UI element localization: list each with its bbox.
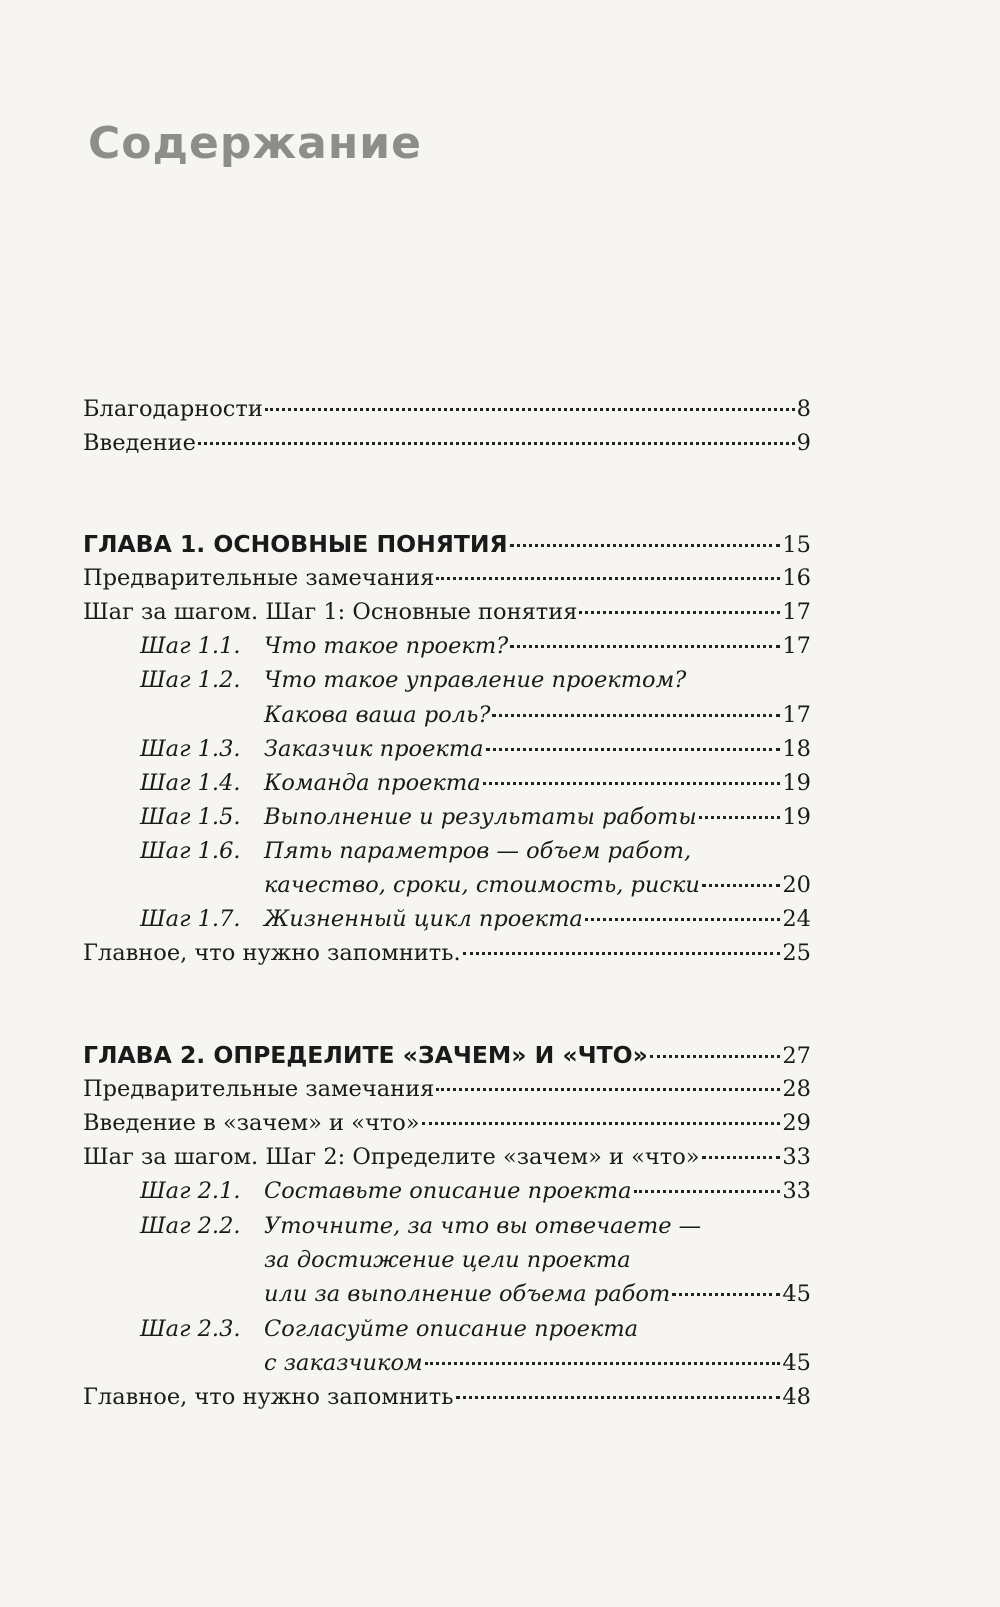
leader-dots (436, 577, 780, 580)
leader-dots (486, 748, 781, 751)
toc-entry-summary[interactable] (83, 940, 811, 966)
toc-step[interactable] (83, 633, 811, 659)
toc-page-number: 29 (782, 1110, 811, 1136)
toc-entry-text: Шаг за шагом. Шаг 2: Определите «зачем» и «что» (83, 1144, 700, 1170)
table-of-contents (83, 0, 811, 1607)
leader-dots (702, 1156, 781, 1159)
toc-chapter-2[interactable] (83, 1041, 811, 1069)
leader-dots (198, 442, 795, 445)
toc-entry-text: Главное, что нужно запомнить. (83, 940, 461, 966)
toc-step-continuation[interactable] (83, 1247, 811, 1273)
chapter-heading: ГЛАВА 1. ОСНОВНЫЕ ПОНЯТИЯ (83, 530, 508, 558)
step-text: Пять параметров — объем работ, (264, 838, 692, 864)
toc-page-number: 33 (782, 1144, 811, 1170)
step-number: Шаг 1.6. (140, 838, 241, 864)
page-title: Содержание (88, 118, 422, 169)
leader-dots (436, 1088, 780, 1091)
toc-page-number: 19 (782, 770, 811, 796)
leader-dots (463, 952, 781, 955)
toc-entry[interactable] (83, 1144, 811, 1170)
toc-chapter-1[interactable] (83, 530, 811, 558)
toc-page-number: 17 (782, 702, 811, 728)
chapter-heading: ГЛАВА 2. ОПРЕДЕЛИТЕ «ЗАЧЕМ» И «ЧТО» (83, 1041, 648, 1069)
toc-page-number: 15 (782, 532, 811, 558)
leader-dots (699, 816, 781, 819)
toc-entry[interactable] (83, 1110, 811, 1136)
step-text: Выполнение и результаты работы (264, 804, 697, 830)
toc-page-number: 8 (796, 396, 811, 422)
toc-entry-acknowledgements[interactable] (83, 396, 811, 422)
step-text: Какова ваша роль? (264, 702, 491, 728)
toc-step[interactable] (83, 1178, 811, 1204)
toc-step[interactable] (83, 1316, 811, 1342)
leader-dots (425, 1362, 781, 1365)
toc-entry-text: Введение (83, 430, 196, 456)
toc-entry-introduction[interactable] (83, 430, 811, 456)
step-text: качество, сроки, стоимость, риски (264, 872, 700, 898)
toc-step-continuation[interactable] (83, 1281, 811, 1307)
step-text: Согласуйте описание проекта (264, 1316, 639, 1342)
toc-page-number: 19 (782, 804, 811, 830)
leader-dots (456, 1396, 781, 1399)
step-number: Шаг 2.3. (140, 1316, 241, 1342)
step-text: Что такое управление проектом? (264, 667, 687, 693)
step-text: Жизненный цикл проекта (264, 906, 583, 932)
toc-step-continuation[interactable] (83, 872, 811, 898)
toc-page-number: 27 (782, 1043, 811, 1069)
leader-dots (650, 1055, 781, 1058)
step-number: Шаг 1.2. (140, 667, 241, 693)
step-text: за достижение цели проекта (264, 1247, 631, 1273)
toc-page-number: 33 (782, 1178, 811, 1204)
toc-step[interactable] (83, 770, 811, 796)
leader-dots (634, 1190, 781, 1193)
toc-entry[interactable] (83, 565, 811, 591)
step-text: Заказчик проекта (264, 736, 484, 762)
leader-dots (579, 611, 780, 614)
toc-entry-text: Предварительные замечания (83, 1076, 435, 1102)
step-text: Команда проекта (264, 770, 481, 796)
step-number: Шаг 2.2. (140, 1213, 241, 1239)
step-number: Шаг 1.1. (140, 633, 241, 659)
leader-dots (422, 1122, 781, 1125)
leader-dots (265, 408, 795, 411)
toc-step[interactable] (83, 1213, 811, 1239)
toc-page-number: 18 (782, 736, 811, 762)
toc-page-number: 17 (782, 599, 811, 625)
toc-step[interactable] (83, 906, 811, 932)
toc-page-number: 25 (782, 940, 811, 966)
leader-dots (483, 782, 781, 785)
toc-page-number: 45 (782, 1350, 811, 1376)
step-text: с заказчиком (264, 1350, 423, 1376)
leader-dots (492, 714, 780, 717)
toc-page-number: 17 (782, 633, 811, 659)
leader-dots (672, 1293, 780, 1296)
toc-step[interactable] (83, 667, 811, 693)
toc-page-number: 20 (782, 872, 811, 898)
step-number: Шаг 1.3. (140, 736, 241, 762)
toc-step-continuation[interactable] (83, 702, 811, 728)
step-text: Что такое проект? (264, 633, 509, 659)
toc-entry-summary[interactable] (83, 1384, 811, 1410)
leader-dots (510, 645, 780, 648)
toc-page-number: 9 (796, 430, 811, 456)
step-number: Шаг 1.4. (140, 770, 241, 796)
toc-page-number: 24 (782, 906, 811, 932)
toc-entry-text: Шаг за шагом. Шаг 1: Основные понятия (83, 599, 578, 625)
toc-step-continuation[interactable] (83, 1350, 811, 1376)
step-number: Шаг 2.1. (140, 1178, 241, 1204)
toc-entry[interactable] (83, 599, 811, 625)
toc-step[interactable] (83, 736, 811, 762)
leader-dots (510, 544, 781, 547)
toc-entry-text: Главное, что нужно запомнить (83, 1384, 454, 1410)
toc-page-number: 28 (782, 1076, 811, 1102)
toc-entry-text: Предварительные замечания (83, 565, 435, 591)
toc-page-number: 16 (782, 565, 811, 591)
toc-step[interactable] (83, 804, 811, 830)
leader-dots (702, 884, 780, 887)
toc-page-number: 45 (782, 1281, 811, 1307)
step-number: Шаг 1.5. (140, 804, 241, 830)
step-number: Шаг 1.7. (140, 906, 241, 932)
toc-entry[interactable] (83, 1076, 811, 1102)
step-text: Уточните, за что вы отвечаете — (264, 1213, 702, 1239)
toc-entry-text: Введение в «зачем» и «что» (83, 1110, 420, 1136)
toc-entry-text: Благодарности (83, 396, 263, 422)
toc-page-number: 48 (782, 1384, 811, 1410)
leader-dots (585, 918, 781, 921)
step-text: Составьте описание проекта (264, 1178, 632, 1204)
toc-step[interactable] (83, 838, 811, 864)
step-text: или за выполнение объема работ (264, 1281, 671, 1307)
